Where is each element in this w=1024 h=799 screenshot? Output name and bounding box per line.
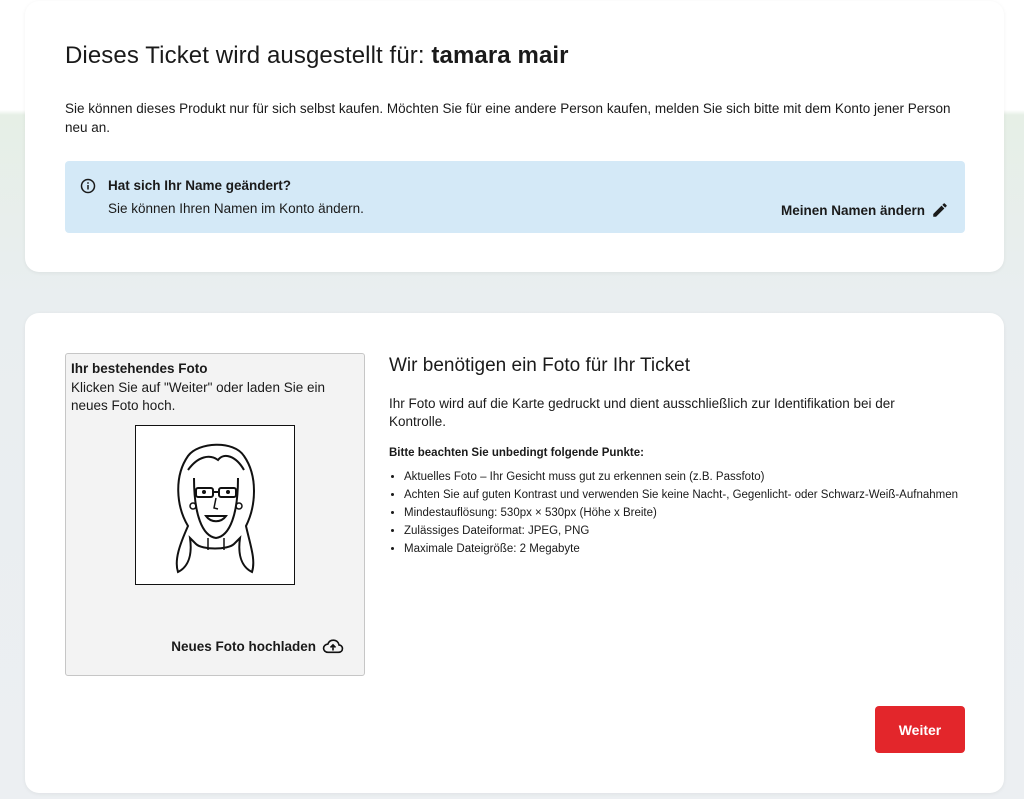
pencil-icon [931, 201, 949, 219]
ticket-holder-name: tamara mair [431, 42, 569, 69]
list-item: • Zulässiges Dateiformat: JPEG, PNG [404, 522, 964, 540]
photo-requirements-description: Ihr Foto wird auf die Karte gedruckt und dient ausschließlich zur Identifikation bei der Kontrolle. [389, 396, 895, 429]
photo-requirements-heading: Wir benötigen ein Foto für Ihr Ticket [389, 355, 690, 376]
existing-photo-panel [65, 353, 365, 676]
name-change-text: Sie können Ihren Namen im Konto ändern. [108, 201, 364, 216]
upload-new-photo-label: Neues Foto hochladen [171, 638, 316, 654]
list-item: • Achten Sie auf guten Kontrast und verwenden Sie keine Nacht-, Gegenlicht- oder Schwarz-Weiß-Aufnahmen [404, 486, 964, 504]
continue-button[interactable]: Weiter [875, 706, 965, 753]
list-item: • Aktuelles Foto – Ihr Gesicht muss gut zu erkennen sein (z.B. Passfoto) [404, 468, 964, 486]
photo-notes-list [389, 468, 964, 558]
name-change-title: Hat sich Ihr Name geändert? [108, 178, 292, 193]
ticket-photo-card [25, 313, 1004, 793]
change-name-link[interactable] [781, 201, 949, 219]
purchase-restriction-text: Sie können dieses Produkt nur für sich selbst kaufen. Möchten Sie für eine andere Person kaufen, melden Sie sich bitte mit dem Konto jener Person neu an. [65, 101, 951, 135]
list-item: • Maximale Dateigröße: 2 Megabyte [404, 540, 964, 558]
existing-photo-text: Klicken Sie auf "Weiter" oder laden Sie ein neues Foto hoch. [71, 380, 325, 413]
existing-photo-image [135, 425, 295, 585]
info-icon [80, 178, 96, 194]
name-change-info-box [65, 161, 965, 233]
existing-photo-title: Ihr bestehendes Foto [71, 361, 208, 376]
cloud-upload-icon [322, 637, 344, 655]
change-name-label: Meinen Namen ändern [780, 202, 925, 218]
portrait-illustration [136, 426, 294, 584]
list-item: • Mindestauflösung: 530px × 530px (Höhe x Breite) [404, 504, 964, 522]
upload-new-photo-link[interactable] [171, 637, 344, 655]
ticket-holder-card [25, 1, 1004, 272]
photo-notes-title: Bitte beachten Sie unbedingt folgende Punkte: [389, 447, 644, 459]
ticket-heading [65, 42, 569, 70]
ticket-heading-prefix: Dieses Ticket wird ausgestellt für: [65, 42, 425, 69]
